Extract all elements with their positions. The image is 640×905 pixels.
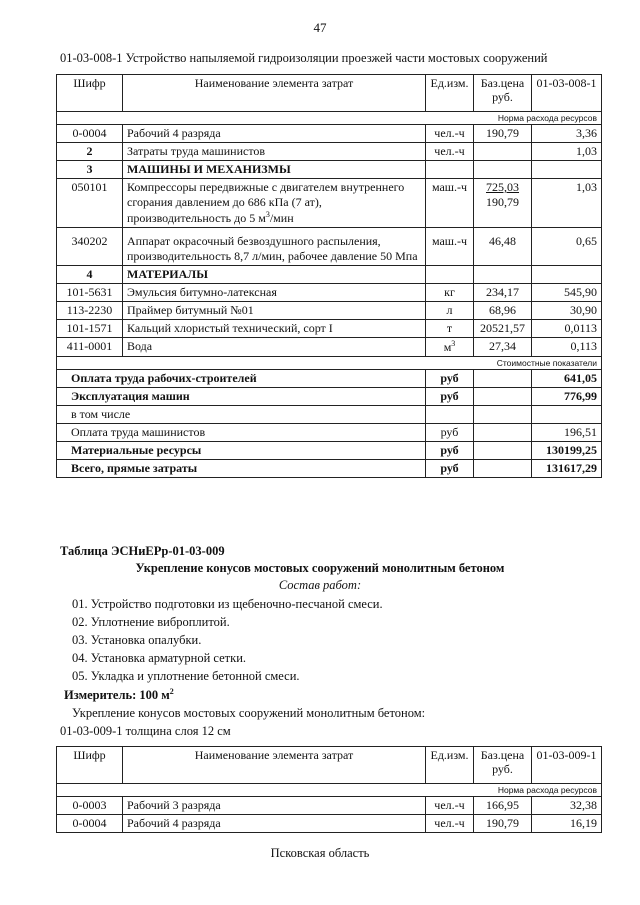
cost-unit: руб <box>426 460 474 478</box>
row-value: 32,38 <box>532 797 602 815</box>
table2-caption: Укрепление конусов мостовых сооружений монолитным бетоном <box>135 561 505 575</box>
row-code: 340202 <box>57 228 123 266</box>
row-name: Рабочий 3 разряда <box>123 797 426 815</box>
section-name: МАТЕРИАЛЫ <box>123 266 426 284</box>
cost-unit <box>426 406 474 424</box>
row-code: 0-0003 <box>57 797 123 815</box>
row-value: 1,03 <box>532 179 602 228</box>
row-unit: чел.-ч <box>426 797 474 815</box>
row-value: 16,19 <box>532 815 602 833</box>
cost-name: Всего, прямые затраты <box>57 460 426 478</box>
cost-value <box>532 406 602 424</box>
table-row <box>57 125 602 143</box>
operation-item: 05. Укладка и уплотнение бетонной смеси. <box>72 669 300 683</box>
operation-item: 03. Установка опалубки. <box>72 633 202 647</box>
row-unit: чел.-ч <box>426 143 474 161</box>
measurer: Измеритель: 100 $м^2$ <box>64 687 174 703</box>
row-unit: л <box>426 302 474 320</box>
header-price: Баз.цена руб. <box>474 75 532 112</box>
table-row <box>57 284 602 302</box>
row-value: 0,0113 <box>532 320 602 338</box>
cost-row <box>57 370 602 388</box>
row-name: Рабочий 4 разряда <box>123 125 426 143</box>
row-code: 101-5631 <box>57 284 123 302</box>
cost-row <box>57 406 602 424</box>
cost-value: 641,05 <box>532 370 602 388</box>
table-row <box>57 320 602 338</box>
row-price: 190,79 <box>474 125 532 143</box>
table-row <box>57 302 602 320</box>
row-unit: кг <box>426 284 474 302</box>
operation-item: 02. Уплотнение виброплитой. <box>72 615 230 629</box>
table-row <box>57 338 602 357</box>
section-name: МАШИНЫ И МЕХАНИЗМЫ <box>123 161 426 179</box>
header-unit: Ед.изм. <box>426 747 474 784</box>
resource-table-2 <box>56 746 602 833</box>
row-price <box>474 143 532 161</box>
row-name: Эмульсия битумно-латексная <box>123 284 426 302</box>
row-code: 0-0004 <box>57 815 123 833</box>
work-description: Укрепление конусов мостовых сооружений монолитным бетоном: <box>72 706 426 720</box>
cost-name: Оплата труда рабочих-строителей <box>57 370 426 388</box>
row-name: Рабочий 4 разряда <box>123 815 426 833</box>
row-price: 20521,57 <box>474 320 532 338</box>
row-value: 0,65 <box>532 228 602 266</box>
cost-row <box>57 460 602 478</box>
operation-item: 04. Установка арматурной сетки. <box>72 651 247 665</box>
header-price: Баз.цена руб. <box>474 747 532 784</box>
row-unit: чел.-ч <box>426 815 474 833</box>
norm-label: Норма расхода ресурсов <box>57 112 602 125</box>
row-name: Праймер битумный №01 <box>123 302 426 320</box>
row-value: 3,36 <box>532 125 602 143</box>
cost-label: Стоимостные показатели <box>57 357 602 370</box>
sub-code: 01-03-009-1 толщина слоя 12 см <box>60 724 231 738</box>
cost-unit: руб <box>426 424 474 442</box>
row-code: 101-1571 <box>57 320 123 338</box>
header-unit: Ед.изм. <box>426 75 474 112</box>
row-name: Вода <box>123 338 426 357</box>
row-code: 113-2230 <box>57 302 123 320</box>
table-row <box>57 815 602 833</box>
table-row <box>57 797 602 815</box>
row-code: 050101 <box>57 179 123 228</box>
row-price: 725,03 190,79 <box>474 179 532 228</box>
row-name: Затраты труда машинистов <box>123 143 426 161</box>
cost-row <box>57 424 602 442</box>
cost-value: 196,51 <box>532 424 602 442</box>
row-unit: чел.-ч <box>426 125 474 143</box>
row-value: 1,03 <box>532 143 602 161</box>
table-row <box>57 179 602 228</box>
work-composition-label: Состав работ: <box>278 578 362 592</box>
row-value: 30,90 <box>532 302 602 320</box>
cost-name: Оплата труда машинистов <box>57 424 426 442</box>
row-unit: т <box>426 320 474 338</box>
row-unit: $м^3$ <box>426 338 474 357</box>
header-name: Наименование элемента затрат <box>123 75 426 112</box>
header-code: Шифр <box>57 75 123 112</box>
cost-name: в том числе <box>57 406 426 424</box>
table1-heading: 01-03-008-1 Устройство напыляемой гидроизоляции проезжей части мостовых сооружений <box>60 51 548 65</box>
row-unit: маш.-ч <box>426 228 474 266</box>
footer-region: Псковская область <box>270 846 370 860</box>
header-norm: 01-03-009-1 <box>532 747 602 784</box>
operation-item: 01. Устройство подготовки из щебеночно-песчаной смеси. <box>72 597 383 611</box>
cost-unit: руб <box>426 388 474 406</box>
page-number: 47 <box>313 20 327 35</box>
resource-table-1 <box>56 74 602 478</box>
header-norm: 01-03-008-1 <box>532 75 602 112</box>
cost-value: 131617,29 <box>532 460 602 478</box>
row-price: 234,17 <box>474 284 532 302</box>
row-code: 2 <box>57 143 123 161</box>
row-value: 0,113 <box>532 338 602 357</box>
row-price: 166,95 <box>474 797 532 815</box>
header-name: Наименование элемента затрат <box>123 747 426 784</box>
row-name: Компрессоры передвижные с двигателем внутреннего сгорания давлением до 686 кПа (7 ат), производительность до 5 $м^3$/мин <box>123 179 426 228</box>
norm-label: Норма расхода ресурсов <box>57 784 602 797</box>
row-price: 46,48 <box>474 228 532 266</box>
row-name: Аппарат окрасочный безвоздушного распыления, производительность 8,7 л/мин, рабочее давление 50 Мпа <box>123 228 426 266</box>
cost-name: Материальные ресурсы <box>57 442 426 460</box>
section-row <box>57 266 602 284</box>
row-unit: маш.-ч <box>426 179 474 228</box>
section-row <box>57 161 602 179</box>
section-code: 3 <box>57 161 123 179</box>
table2-title: Таблица ЭСНиЕРр-01-03-009 <box>60 544 225 558</box>
section-code: 4 <box>57 266 123 284</box>
cost-row <box>57 388 602 406</box>
row-price: 27,34 <box>474 338 532 357</box>
cost-unit: руб <box>426 370 474 388</box>
cost-value: 130199,25 <box>532 442 602 460</box>
cost-unit: руб <box>426 442 474 460</box>
row-code: 411-0001 <box>57 338 123 357</box>
cost-row <box>57 442 602 460</box>
table-row <box>57 143 602 161</box>
row-price: 190,79 <box>474 815 532 833</box>
row-value: 545,90 <box>532 284 602 302</box>
cost-name: Эксплуатация машин <box>57 388 426 406</box>
row-name: Кальций хлористый технический, сорт I <box>123 320 426 338</box>
row-price: 68,96 <box>474 302 532 320</box>
row-code: 0-0004 <box>57 125 123 143</box>
header-code: Шифр <box>57 747 123 784</box>
cost-value: 776,99 <box>532 388 602 406</box>
table-row <box>57 228 602 266</box>
